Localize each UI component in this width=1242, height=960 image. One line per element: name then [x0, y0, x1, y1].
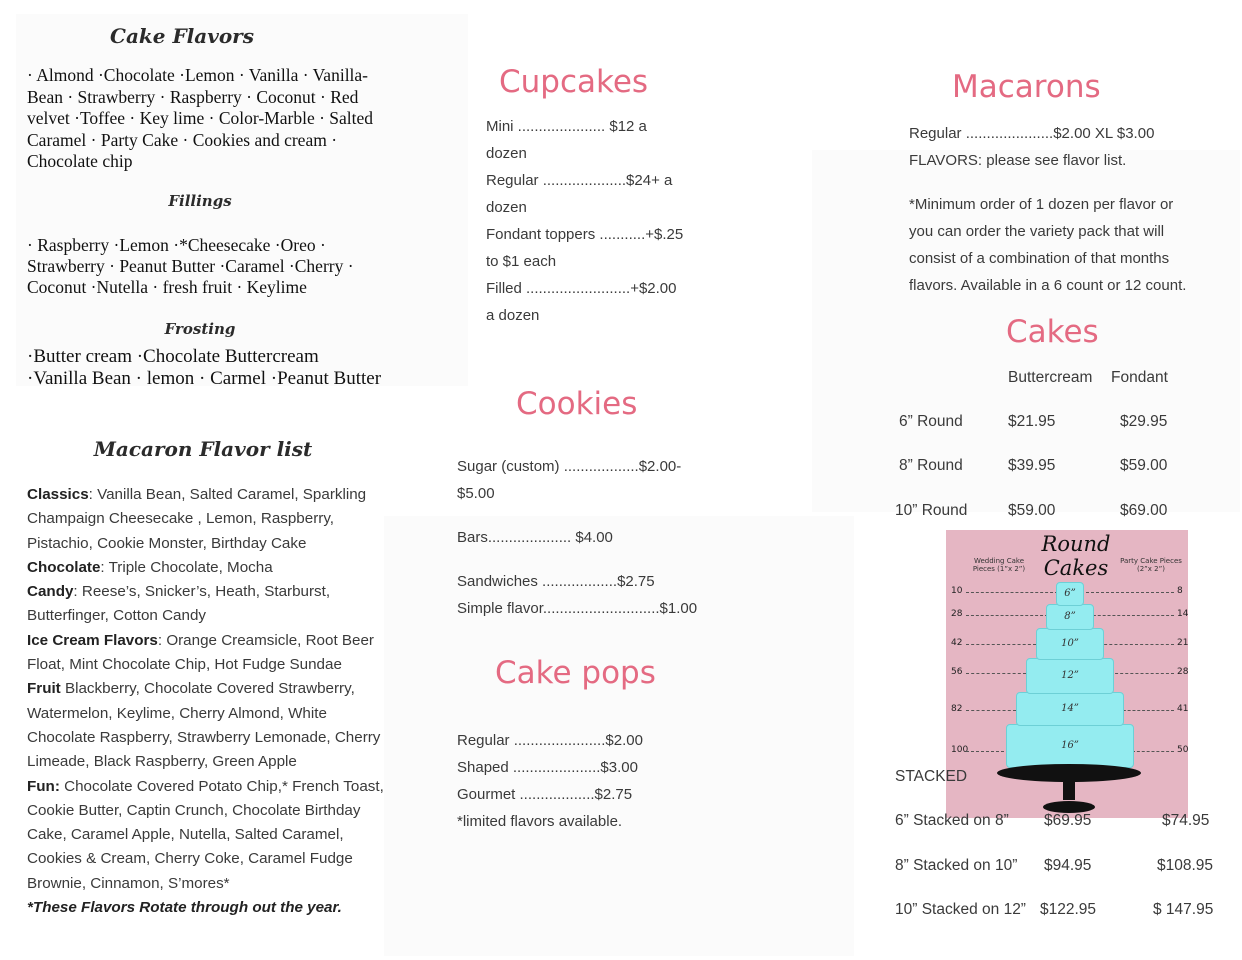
cakes-heading: Cakes: [1006, 314, 1099, 350]
macarons-heading: Macarons: [952, 69, 1101, 105]
stacked-price-buttercream: $69.95: [1044, 812, 1092, 829]
macaron-category-label: Candy: [27, 583, 74, 601]
macaron-flavor-list: [27, 483, 387, 920]
macarons-line: FLAVORS: please see flavor list.: [909, 152, 1127, 169]
macaron-category-flavors: Blackberry, Chocolate Covered Strawberry, Watermelon, Keylime, Cherry Almond, White Chocolate Raspberry, Strawberry Lemonade, Cherry Limeade, Black Raspberry, Green Apple: [27, 680, 381, 771]
cake-pops-line: Regular ......................$2.00: [457, 732, 643, 749]
cakes-col-fondant: Fondant: [1111, 369, 1168, 386]
cake-size: 8” Round: [899, 457, 963, 474]
cake-tier: 10”: [1036, 628, 1104, 660]
macaron-category-flavors: Reese’s, Snicker’s, Heath, Starburst, Butterfinger, Cotton Candy: [27, 583, 331, 625]
cupcakes-line: a dozen: [486, 307, 540, 324]
cake-tier: 12”: [1026, 658, 1114, 694]
stacked-price-buttercream: $122.95: [1040, 901, 1097, 918]
cookies-prices: [457, 453, 727, 622]
frosting-text: ·Butter cream ·Chocolate Buttercream ·Vanilla Bean · lemon · Carmel ·Peanut Butter: [27, 346, 382, 389]
stacked-price-fondant: $108.95: [1157, 857, 1214, 874]
party-pieces-value: 28: [1177, 667, 1189, 677]
macaron-category-label: Ice Cream Flavors: [27, 631, 158, 649]
cupcakes-line: dozen: [486, 145, 527, 162]
macarons-note-line: *Minimum order of 1 dozen per flavor or: [909, 196, 1174, 213]
wedding-pieces-value: 100: [951, 745, 969, 755]
macaron-category: [27, 677, 387, 774]
macaron-category: [27, 629, 387, 678]
cupcakes-line: Mini ..................... $12 a: [486, 118, 647, 135]
party-pieces-value: 50: [1177, 745, 1189, 755]
cake-stand-icon: [946, 530, 1188, 818]
macaron-category-flavors: Orange Creamsicle, Root Beer Float, Mint Chocolate Chip, Hot Fudge Sundae: [27, 631, 374, 674]
wedding-pieces-value: 82: [951, 704, 963, 714]
macarons-note-line: consist of a combination of that months: [909, 250, 1170, 267]
macaron-category-flavors: Triple Chocolate, Mocha: [108, 558, 273, 576]
wedding-pieces-value: 10: [951, 586, 963, 596]
stacked-price-fondant: $ 147.95: [1153, 901, 1214, 918]
cake-tier: 8”: [1046, 604, 1094, 630]
cake-flavors-heading: Cake Flavors: [110, 24, 254, 48]
cake-pops-line: Shaped .....................$3.00: [457, 759, 638, 776]
macaron-category-label: Fun:: [27, 777, 60, 795]
fillings-text: · Raspberry ·Lemon ·*Cheesecake ·Oreo · Strawberry · Peanut Butter ·Caramel ·Cherry · Coconut ·Nutella · fresh fruit · Keylime: [27, 235, 354, 297]
round-cakes-title: Round Cakes: [1041, 532, 1111, 580]
cake-price-buttercream: $59.00: [1008, 502, 1056, 519]
stacked-price-fondant: $74.95: [1162, 812, 1210, 829]
frosting-heading: Frosting: [164, 320, 236, 338]
cake-tier: 14”: [1016, 692, 1124, 726]
macaron-footnote: [27, 896, 387, 920]
macaron-footnote-text: These Flavors Rotate through out the year.: [32, 899, 342, 917]
cake-flavors-text: · Almond ·Chocolate ·Lemon · Vanilla · Vanilla-Bean · Strawberry · Raspberry · Coconut · Red velvet ·Toffee · Key lime · Color-Marble · Salted Caramel · Party Cake · Cookies and cream · Chocolate chip: [27, 65, 374, 171]
cake-size: 10” Round: [895, 502, 968, 519]
cake-pops-heading: Cake pops: [495, 655, 656, 691]
cake-tier: 16”: [1006, 724, 1134, 768]
stacked-price-buttercream: $94.95: [1044, 857, 1092, 874]
stacked-size: 6” Stacked on 8”: [895, 812, 1009, 829]
macaron-category-separator: :: [100, 558, 109, 576]
party-pieces-label: Party Cake Pieces (2”x 2”): [1120, 557, 1182, 573]
macaron-category-separator: :: [157, 631, 167, 649]
macaron-category-label: Classics: [27, 486, 89, 503]
cake-pops-line: *limited flavors available.: [457, 813, 623, 830]
fillings-heading: Fillings: [168, 192, 232, 210]
cake-price-fondant: $69.00: [1120, 502, 1168, 519]
macaron-footnote-mark: *: [27, 899, 33, 917]
party-pieces-value: 14: [1177, 609, 1189, 619]
macaron-flavor-list-heading: Macaron Flavor list: [93, 437, 313, 461]
stacked-size: 8” Stacked on 10”: [895, 857, 1018, 874]
cupcakes-line: Regular ....................$24+ a: [486, 172, 673, 189]
macaron-category: [27, 580, 387, 629]
cupcakes-heading: Cupcakes: [499, 64, 649, 100]
party-pieces-value: 8: [1177, 586, 1183, 596]
cupcakes-line: to $1 each: [486, 253, 557, 270]
cake-pops-prices: [457, 727, 697, 835]
macarons-note: [909, 191, 1219, 299]
cakes-col-buttercream: Buttercream: [1008, 369, 1093, 386]
cake-tier: 6”: [1056, 582, 1084, 606]
macarons-line: Regular .....................$2.00 XL $3.00: [909, 125, 1155, 142]
macaron-category-flavors: Vanilla Bean, Salted Caramel, Sparkling Champaign Cheesecake , Lemon, Raspberry, Pistachio, Cookie Monster, Birthday Cake: [27, 486, 367, 552]
party-pieces-value: 21: [1177, 638, 1189, 648]
cookies-line: $5.00: [457, 485, 495, 502]
cupcakes-line: Fondant toppers ...........+$.25: [486, 226, 684, 243]
macaron-category: [27, 556, 387, 580]
macarons-note-line: flavors. Available in a 6 count or 12 count.: [909, 277, 1187, 294]
cupcakes-prices: [486, 113, 716, 329]
cookies-heading: Cookies: [516, 386, 638, 422]
cookies-line: Bars.................... $4.00: [457, 529, 613, 546]
wedding-pieces-label: Wedding Cake Pieces (1”x 2”): [972, 557, 1026, 573]
macaron-category-separator: :: [88, 486, 98, 503]
macaron-category: [27, 483, 387, 556]
cake-pops-line: Gourmet ..................$2.75: [457, 786, 633, 803]
macaron-category-separator: :: [73, 583, 82, 601]
macaron-category-flavors: Chocolate Covered Potato Chip,* French Toast, Cookie Butter, Captin Crunch, Chocolate Birthday Cake, Caramel Apple, Nutella, Salted Caramel, Cookies & Cream, Cherry Coke, Caramel Fudge Brownie, Cinnamon, S’mores*: [27, 777, 384, 892]
cupcakes-line: dozen: [486, 199, 527, 216]
macarons-prices: [909, 120, 1219, 299]
wedding-pieces-value: 28: [951, 609, 963, 619]
macaron-category-label: Fruit: [27, 680, 61, 698]
cookies-line: Sugar (custom) ..................$2.00-: [457, 458, 682, 475]
stacked-label: STACKED: [895, 768, 968, 785]
cookies-line: Sandwiches ..................$2.75: [457, 573, 655, 590]
cupcakes-line: Filled .........................+$2.00: [486, 280, 677, 297]
wedding-pieces-value: 42: [951, 638, 963, 648]
cake-size: 6” Round: [899, 413, 963, 430]
stacked-size: 10” Stacked on 12”: [895, 901, 1026, 918]
cake-price-fondant: $59.00: [1120, 457, 1168, 474]
party-pieces-value: 41: [1177, 704, 1189, 714]
cake-price-fondant: $29.95: [1120, 413, 1168, 430]
cake-price-buttercream: $39.95: [1008, 457, 1056, 474]
macarons-note-line: you can order the variety pack that will: [909, 223, 1165, 240]
wedding-pieces-value: 56: [951, 667, 963, 677]
round-cakes-chart: [946, 530, 1188, 818]
macaron-category-label: Chocolate: [27, 558, 101, 576]
cookies-line: Simple flavor............................$1.00: [457, 600, 698, 617]
macaron-category: [27, 775, 387, 896]
cake-price-buttercream: $21.95: [1008, 413, 1056, 430]
